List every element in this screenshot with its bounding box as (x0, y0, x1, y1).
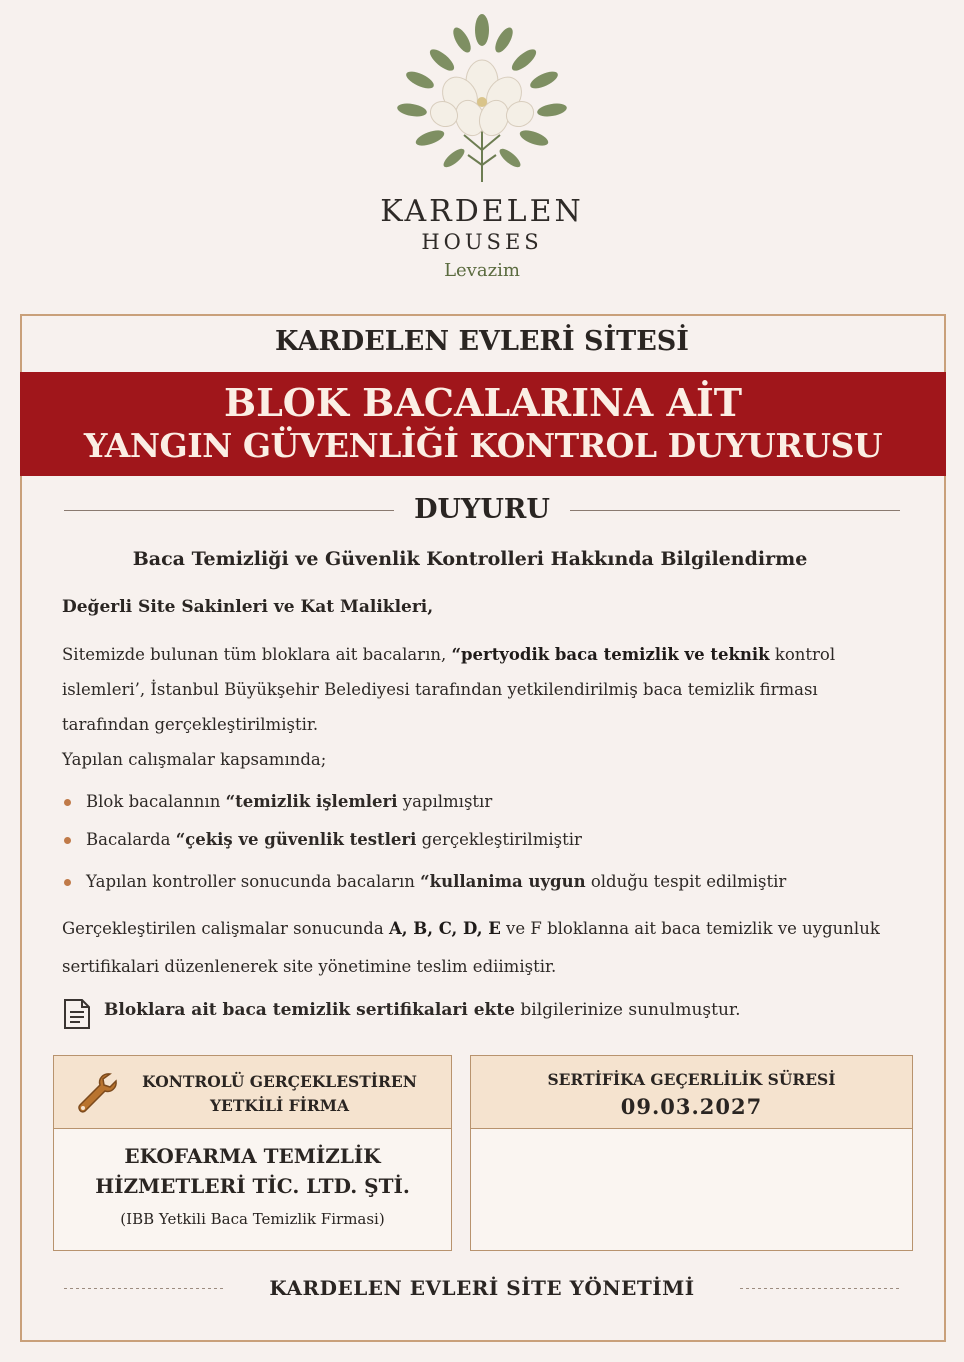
bullet-dot (64, 799, 71, 806)
bullet-bold: “temizlik işlemleri (225, 792, 398, 811)
bullet-text: yapılmıştır (397, 792, 493, 811)
bullet-text: olduğu tespit edilmiştir (585, 872, 787, 891)
footer (64, 1272, 900, 1306)
firm-header-line2: YETKİLİ FİRMA (209, 1096, 349, 1115)
p1-bold: “pertyodik baca temizlik ve teknik (451, 645, 770, 664)
title-banner (20, 372, 946, 476)
validity-date: 09.03.2027 (620, 1094, 763, 1119)
paragraph-1 (62, 637, 907, 742)
paragraph-3 (62, 910, 907, 986)
bullet-dot (64, 879, 71, 886)
bullet-list (62, 786, 786, 904)
bullet-bold: “çekiş ve güvenlik testleri (175, 830, 417, 849)
bullet-text: Yapılan kontroller sonucunda bacaların (86, 872, 421, 891)
logo-area (0, 0, 964, 300)
firm-name-line1: EKOFARMA TEMİZLİK (124, 1144, 381, 1168)
bullet-bold: “kullanima uygun (420, 872, 586, 891)
list-item (62, 866, 786, 904)
validity-box (470, 1055, 913, 1251)
brand-name: KARDELEN (380, 194, 584, 229)
paragraph-2: Yapılan calışmalar kapsamında; (62, 750, 327, 769)
brand-line2: HOUSES (421, 230, 543, 254)
certificate-note (62, 996, 907, 1032)
bullet-text: gerçekleştirilmiştir (416, 830, 582, 849)
p1-text-2: kontrol islemleri’ (62, 645, 836, 699)
firm-note: (IBB Yetkili Baca Temizlik Firmasi) (120, 1210, 385, 1228)
site-name: KARDELEN EVLERİ SİTESİ (275, 326, 689, 357)
p3-text: Gerçekleştirilen calişmalar sonucunda (62, 919, 389, 938)
firm-name-line2: HİZMETLERİ TİC. LTD. ŞTİ. (95, 1174, 410, 1198)
list-item (62, 824, 786, 862)
firm-header-line1: KONTROLÜ GERÇEKLESTİREN (142, 1072, 417, 1091)
p1-text-3: , İstanbul Büyükşehir Belediyesi tarafından yetkilendirilmiş baca temizlik firması tarafından gerçekleştirilmiştir. (62, 680, 818, 734)
certificate-bold: Bloklara ait baca temizlik sertifikalari ekte (104, 1000, 515, 1020)
banner-title-line1: BLOK BACALARINA AİT (223, 380, 743, 425)
validity-box-header (471, 1056, 912, 1129)
p1-text: Sitemizde bulunan tüm bloklara ait bacaların, (62, 645, 452, 664)
banner-title-line2: YANGIN GÜVENLİĞİ KONTROL DUYURUSU (83, 426, 883, 465)
validity-label: SERTİFİKA GEÇERLİLİK SÜRESİ (547, 1070, 836, 1089)
firm-box (53, 1055, 452, 1251)
section-label: DUYURU (414, 494, 550, 525)
p3-text-2: ve F bloklanna ait baca temizlik ve uygunluk sertifikalari düzenlenerek site yönetimine teslim ediimiştir. (62, 919, 880, 976)
brand-line3: Levazim (444, 260, 520, 281)
snowdrop-flower-logo (382, 10, 582, 190)
greeting: Değerli Site Sakinleri ve Kat Malikleri, (62, 597, 434, 617)
bullet-dot (64, 837, 71, 844)
certificate-text (104, 1000, 741, 1020)
section-label-row (64, 494, 900, 528)
certificate-rest: bilgilerinize sunulmuştur. (515, 1000, 741, 1020)
firm-box-header (54, 1056, 451, 1129)
subtitle: Baca Temizliği ve Güvenlik Kontrolleri Hakkında Bilgilendirme (132, 548, 808, 570)
document-icon (62, 998, 92, 1030)
bullet-text: Blok bacalannın (86, 792, 226, 811)
list-item (62, 786, 786, 824)
wrench-icon (72, 1068, 124, 1120)
p3-bold: A, B, C, D, E (388, 919, 501, 938)
footer-signature: KARDELEN EVLERİ SİTE YÖNETİMİ (269, 1276, 695, 1300)
bullet-text: Bacalarda (86, 830, 176, 849)
